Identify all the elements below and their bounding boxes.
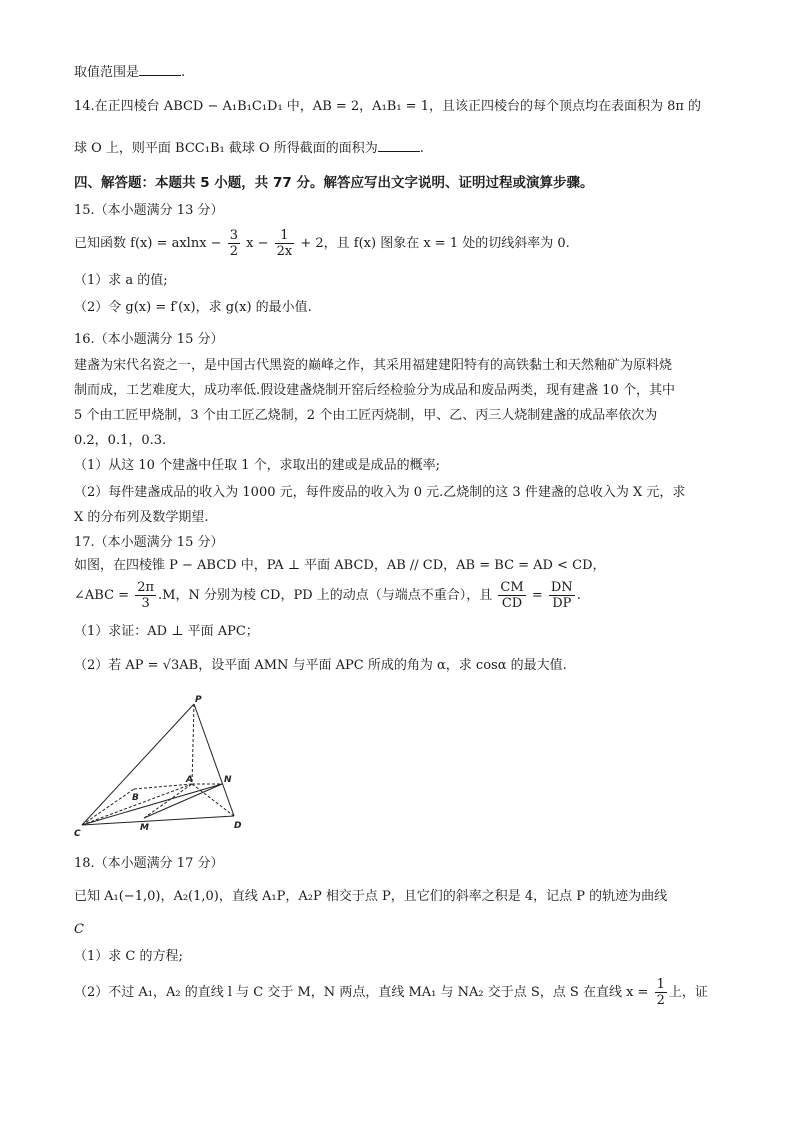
q16-line3: 5 个由工匠甲烧制，3 个由工匠乙烧制，2 个由工匠丙烧制，甲、乙、丙三人烧制建盏的成品率依次为 <box>74 408 658 423</box>
q14-line2: 球 O 上，则平面 BCC₁B₁ 截球 O 所得截面的面积为 . <box>74 141 424 156</box>
q18-part1: （1）求 C 的方程; <box>74 949 183 964</box>
fraction: $\frac{DN}{DP}$ <box>550 580 573 611</box>
section-heading: 四、解答题：本题共 5 小题，共 77 分。解答应写出文字说明、证明过程或演算步骤。 <box>74 175 594 191</box>
q16-line2: 制而成，工艺难度大，成功率低.假设建盏烧制开窑后经检验分为成品和废品两类，现有建盏 10 个，其中 <box>74 383 675 398</box>
fraction: $\frac{CM}{CD}$ <box>500 580 524 611</box>
q13-tail-line: 取值范围是 . <box>74 65 186 80</box>
edge-pa <box>192 704 194 784</box>
label-c: C <box>74 829 81 839</box>
q14-line1: 14.在正四棱台 ABCD − A₁B₁C₁D₁ 中，AB = 2，A₁B₁ = 1，且该正四棱台的每个顶点均在表面积为 8π 的 <box>74 99 702 114</box>
fraction: $\frac{2\pi}{3}$ <box>137 580 155 611</box>
q18-line2: C <box>74 922 84 937</box>
q16-part1: （1）从这 10 个建盏中任取 1 个，求取出的建或是成品的概率; <box>74 458 440 473</box>
fraction: $\frac{1}{2x}$ <box>276 228 293 259</box>
edge-pc <box>82 704 194 825</box>
edge-cn <box>82 784 222 825</box>
fraction: $\frac{3}{2}$ <box>229 228 238 259</box>
label-p: P <box>195 695 202 705</box>
q15-title: 15.（本小题满分 13 分） <box>74 203 224 218</box>
pyramid-figure <box>70 690 260 840</box>
q16-part2a: （2）每件建盏成品的收入为 1000 元，每件废品的收入为 0 元.乙烧制的这 3 件建盏的总收入为 X 元，求 <box>74 485 686 500</box>
q16-line4: 0.2，0.1，0.3. <box>74 433 167 448</box>
edge-mn <box>144 784 222 818</box>
label-d: D <box>234 821 242 831</box>
q17-title: 17.（本小题满分 15 分） <box>74 535 224 550</box>
label-b: B <box>132 793 139 803</box>
fraction: $\frac{1}{2}$ <box>656 977 665 1008</box>
edge-ba <box>134 784 192 789</box>
q18-title: 18.（本小题满分 17 分） <box>74 856 224 871</box>
q15-stem: 已知函数 f(x) = axlnx − $\frac{3}{2}$ x − $\frac{1}{2x}$ + 2，且 f(x) 图象在 x = 1 处的切线斜率为 0. <box>74 228 570 259</box>
q16-title: 16.（本小题满分 15 分） <box>74 332 224 347</box>
edge-ad <box>192 784 234 816</box>
q17-part1: （1）求证：AD ⊥ 平面 APC； <box>74 624 259 639</box>
q16-part2b: X 的分布列及数学期望. <box>74 510 209 525</box>
q13-tail-text: 取值范围是 <box>74 65 140 80</box>
edge-ma <box>144 784 192 818</box>
edge-pd <box>194 704 234 816</box>
q18-part2: （2）不过 A₁，A₂ 的直线 l 与 C 交于 M，N 两点，直线 MA₁ 与 NA₂ 交于点 S，点 S 在直线 x = $\frac{1}{2}$ 上，证 <box>74 977 708 1008</box>
label-n: N <box>224 775 232 785</box>
edge-cd <box>82 816 234 825</box>
q15-part1: （1）求 a 的值; <box>74 273 168 288</box>
q17-part2: （2）若 AP = √3AB，设平面 AMN 与平面 APC 所成的角为 α，求 cosα 的最大值. <box>74 658 567 673</box>
answer-blank <box>378 139 420 152</box>
answer-blank <box>139 63 181 76</box>
q18-line1: 已知 A₁(−1,0)，A₂(1,0)，直线 A₁P，A₂P 相交于点 P，且它们的斜率之积是 4，记点 P 的轨迹为曲线 <box>74 889 668 904</box>
edge-cb <box>82 789 134 825</box>
label-a: A <box>186 775 193 785</box>
q17-line1: 如图，在四棱锥 P − ABCD 中，PA ⊥ 平面 ABCD，AB // CD，AB = BC = AD < CD， <box>74 558 606 573</box>
label-m: M <box>140 823 149 833</box>
q16-line1: 建盏为宋代名瓷之一，是中国古代黑瓷的巅峰之作，其采用福建建阳特有的高铁黏土和天然釉矿为原料烧 <box>74 358 673 373</box>
q15-part2: （2）令 g(x) = f′(x)，求 g(x) 的最小值. <box>74 300 312 315</box>
q17-line2: ∠ABC = $\frac{2\pi}{3}$ .M，N 分别为棱 CD，PD 上的动点（与端点不重合），且 $\frac{CM}{CD}$ = $\frac{DN}{DP}$ . <box>74 580 581 611</box>
